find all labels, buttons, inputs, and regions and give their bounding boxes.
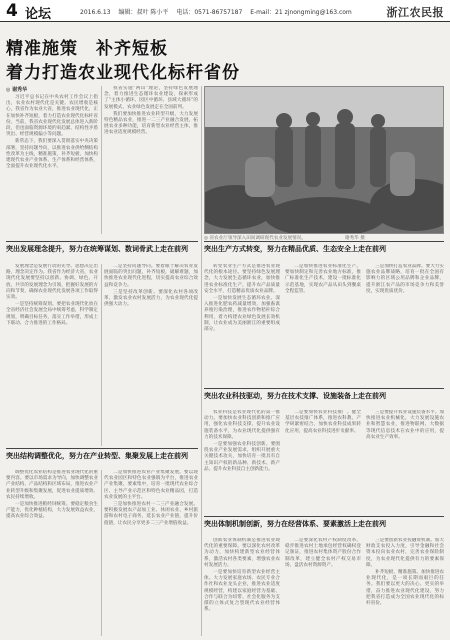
- closing-paragraph: 补齐短板，精准施策。加快推进农业现代化，是一项长期而艰巨的任务。我们要以更大的决心、更实的举措，奋力推进农业现代化建设，努力把我省打造成为全国农业现代化的标杆省份。: [366, 570, 444, 607]
- column-divider: [201, 86, 202, 636]
- field-visit-photo: [205, 87, 444, 234]
- headline-line-2: 着力打造农业现代化标杆省份: [6, 63, 240, 83]
- subhead-1: 突出发展理念提升，努力在统筹谋划、数词骨武上走在前列: [6, 245, 188, 253]
- body-paragraph: 发展理念是发展行动的先导。思想决定出路，理念决定作为。我省作为经济大省，农业现代化发展要坚持以创新、协调、绿色、开放、共享的发展理念为引领，把握好发展的方向和节奏，确保农业现代化发展各项工作取得实效。: [6, 264, 98, 301]
- section-3-column-1: [6, 470, 98, 636]
- body-paragraph: 三是要创新农业投融资机制。加大财政支农投入力度，引导金融和社会资本投向农业农村，完善农业保险制度，为农业现代化提供有力的要素保障。: [366, 538, 444, 568]
- body-paragraph: 农业科技是农业现代化的第一推动力。要加快农业科技创新和推广应用，强化农业科技支撑，提升农业设施装备水平，为农业现代化提供强有力的技术保障。: [204, 410, 280, 440]
- body-paragraph: 转变农业生产方式是推进农业现代化的根本途径。要坚持绿色发展理念，大力发展生态循环农业，加快推进农业标准化生产，提升农产品质量安全水平，打造精品优质农业品牌。: [204, 264, 280, 294]
- section-4-column-2: [285, 410, 361, 512]
- body-paragraph: 三是加快推进农村一二三产业融合发展。要积极发展农产品加工业、休闲农业、乡村旅游和农村电子商务，延长农业产业链，提升价值链，让农民分享更多二三产业增值收益。: [104, 502, 198, 526]
- intro-paragraph: 我省实施“两山”理论，坚持绿色发展理念，着力推进生态循环农业建设，探索形成了“主体小循环、园区中循环、县域大循环”的发展模式，农业绿色发展走在全国前列。: [104, 86, 198, 110]
- section-5-column-2: [285, 538, 361, 636]
- section-5-column-3: [366, 538, 444, 636]
- header-meta: [80, 7, 352, 16]
- section-1-column-2: [104, 264, 198, 446]
- body-paragraph: 二是坚持问题导向。要着眼于解决农业发展面临的突出问题，补齐短板，破解难题，加快推进农业现代化进程，切实提高农业综合效益和竞争力。: [104, 264, 198, 288]
- body-paragraph: 二是加快推进农业产业集聚发展。要以现代农业园区和特色农业强镇为平台，推进农业产业集聚、要素集中，培育一批现代农业综合区、主导产业示范区和特色农业精品园，打造农业发展的主平台。: [104, 470, 198, 500]
- body-paragraph: 二是要深化农村产权制度改革。稳步推进农村土地承包经营权确权登记颁证，推进农村集体资产股份合作制改革，建立健全农村产权交易市场，盘活农村资源资产。: [285, 538, 361, 568]
- body-paragraph: 一是加快推进粮经饲统筹。要稳定粮食生产能力，优化种植结构，大力发展效益农业，提高农业综合效益。: [6, 502, 98, 520]
- intro-column-1: [6, 86, 98, 234]
- body-paragraph: 一是要加强农业科技创新。要围绕农业产业发展需求，组织开展重大关键技术攻关，加快培育一批具有自主知识产权的新品种、新技术、新产品，提升农业科技自主创新能力。: [204, 442, 280, 472]
- section-name: 论坛: [25, 7, 52, 22]
- news-photo: [204, 86, 444, 234]
- section-4-column-3: [366, 410, 444, 512]
- phone-line: 电话：0571-86757187: [176, 9, 243, 16]
- subhead-5: 突出体制机制创新，努力在经营体系、要素激活上走在前列: [204, 520, 386, 528]
- body-paragraph: 三是要提升农业设施装备水平。加快推进农业机械化，大力发展设施农业和智慧农业，推进物联网、大数据等现代信息技术在农业中的应用，提高农业生产效率。: [366, 410, 444, 440]
- body-paragraph: 一是要加快培育新型农业经营主体。大力发展家庭农场、农民专业合作社和农业龙头企业，推进农业适度规模经营，构建以家庭经营为基础、合作与联合为纽带、社会化服务为支撑的立体式复合型现代农业经营体系。: [204, 570, 280, 613]
- section-2-column-2: [285, 264, 361, 384]
- editor-line: 编辑：叔叶 陈小平: [118, 9, 169, 16]
- headline-line-1: 精准施策 补齐短板: [6, 39, 168, 59]
- body-paragraph: 二是要加快农业科技推广。健全基层农技推广体系，推进农科教、产学研紧密结合，加快农业科技成果转化应用，提高农业科技进步贡献率。: [285, 410, 361, 434]
- subhead-4: 突出农业科技驱动，努力在技术支撑、设施装备上走在前列: [204, 392, 386, 400]
- intro-column-2: [104, 86, 198, 234]
- body-paragraph: 创新农业体制机制是推进农业现代化的重要保障。要以深化农村改革为动力，加快构建新型农业经营体系，激活农村各类要素，增强农业农村发展活力。: [204, 538, 280, 568]
- body-paragraph: 三是坚持改革创新。要深化农村各项改革，激发农业农村发展活力，为农业现代化提供强大动力。: [104, 289, 198, 308]
- intro-paragraph: 新常态下，我们要深入贯彻落实中央决策部署，坚持问题导向，以推进农业供给侧结构性改革为主线，精准施策，补齐短板，加快构建现代农业产业体系、生产体系和经营体系，全面提升农业现代化水平。: [6, 139, 98, 170]
- section-2-column-1: [204, 264, 280, 384]
- body-paragraph: 三是加快打造农业品牌。要大力实施农业品牌战略，培育一批在全国有影响力的区域公用品牌和企业品牌，提升浙江农产品的市场竞争力和美誉度，实现优质优价。: [366, 264, 444, 294]
- newspaper-logo: 浙江农民报: [386, 6, 444, 19]
- section-4-column-1: [204, 410, 280, 512]
- column-divider: [101, 264, 102, 446]
- body-paragraph: 二是加快推进农业标准化生产。要加快制定和完善农业地方标准，推广标准化生产技术，建设一批标准化示范基地，实现农产品从田头到餐桌全程监管。: [285, 264, 361, 294]
- intro-paragraph: 习近平总书记在中央农村工作会议上指出，农业农村现代化是关键。农民增收是核心，我省作为农业大省，推进农业现代化，正在加快补齐短板，着力打造农业现代化标杆省份。当前，我省农业现代化发展总体进入新阶段，但也面临资源环境约束趋紧、结构性矛盾突出、经营规模偏小等问题。: [6, 95, 98, 138]
- column-divider: [101, 86, 102, 234]
- body-paragraph: 调整优化农业结构是推进农业现代化的重要内容。要以市场需求为导向，加快调整农业产业结构、产品结构和区域布局，推进农业产业转型升级和集聚发展，促进农业提质增效、农民持续增收。: [6, 470, 98, 500]
- subhead-2: 突出生产方式转变，努力在精品优质、生态安全上走在前列: [204, 245, 386, 253]
- column-divider: [101, 470, 102, 636]
- body-paragraph: 一是加快发展生态循环农业。深入推进化肥农药减量增效，加强畜禽养殖污染治理，推进农作物秸秆综合利用，着力构建农业绿色发展长效机制，让农业成为美丽浙江的重要组成部分。: [204, 296, 280, 333]
- section-2-column-3: [366, 264, 444, 384]
- issue-date: 2016.6.13: [80, 9, 111, 16]
- intro-paragraph: 我们要加快推进农业转型升级，大力发展特色精品农业，推进一二三产业融合发展，拓展农业多种功能，培育新型农业经营主体，推进农业适度规模经营。: [104, 111, 198, 136]
- subhead-3: 突出结构调整优化，努力在产业转型、集聚发展上走在前列: [6, 452, 188, 460]
- photo-caption: ◎ 省农业厅领导深入田间调研现代农业发展情况。 谢秀华 摄: [204, 236, 365, 241]
- body-paragraph: 一是坚持统筹谋划。要把农业现代化放在全省经济社会发展全局中统筹考虑，科学制定规划，明确目标任务，落实工作举措，形成上下联动、合力推进的工作格局。: [6, 302, 98, 326]
- section-3-column-2: [104, 470, 198, 636]
- page-number: 4: [6, 1, 18, 21]
- section-1-column-1: [6, 264, 98, 446]
- section-5-column-1: [204, 538, 280, 636]
- newspaper-header: [0, 0, 450, 22]
- email-line: E-mail：21 zjnongming@163.com: [250, 9, 352, 16]
- author-byline: ◎ 谢秀华: [6, 87, 28, 93]
